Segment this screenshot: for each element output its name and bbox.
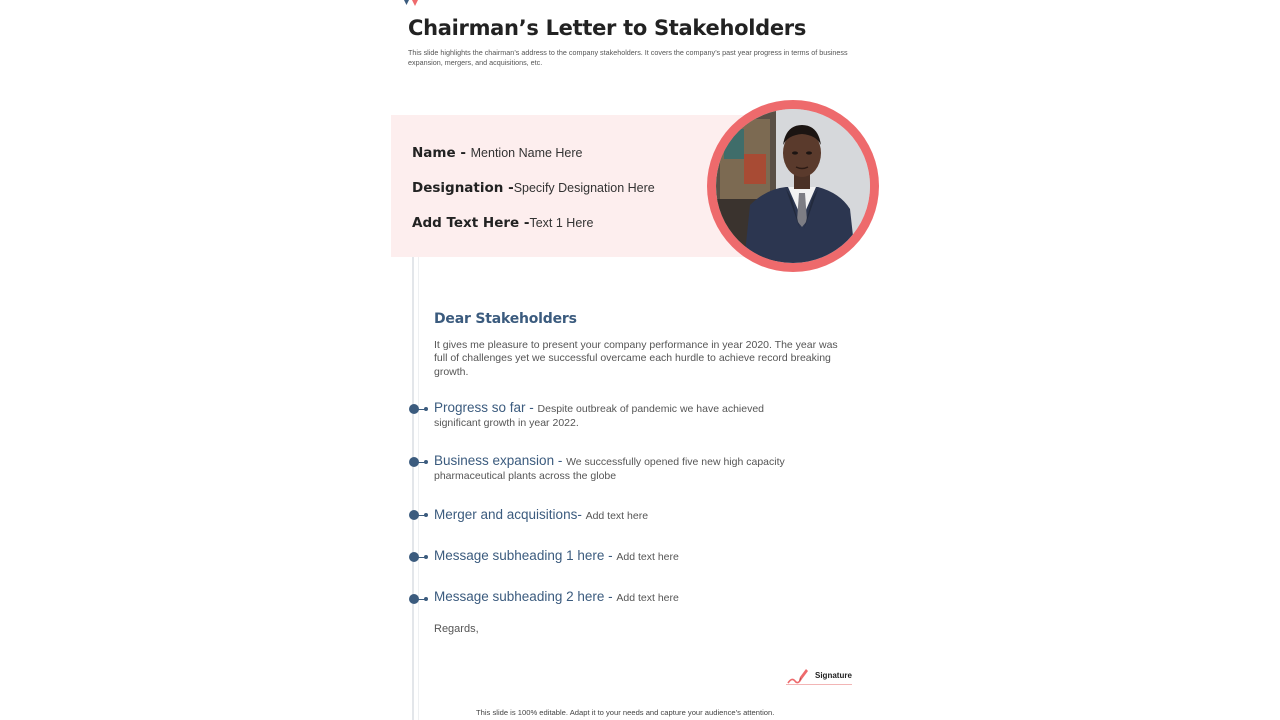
page-title: Chairman’s Letter to Stakeholders [408, 16, 807, 40]
designation-label: Designation - [412, 180, 514, 196]
item-heading: Business expansion - [434, 453, 567, 468]
timeline-line-secondary [418, 257, 419, 720]
item-text: Add text here [585, 510, 649, 522]
letter-item-merger [434, 508, 854, 523]
text-value: Text 1 Here [529, 216, 594, 230]
letter-item-expansion [434, 454, 794, 483]
designation-value: Specify Designation Here [513, 181, 655, 195]
name-label: Name - [412, 145, 471, 161]
letter-item-subheading-1 [434, 549, 854, 564]
timeline-connector-tip [424, 407, 428, 411]
letter-item-progress [434, 401, 794, 430]
salutation: Dear Stakeholders [434, 311, 577, 327]
chairman-photo [716, 109, 870, 263]
timeline-connector-tip [424, 555, 428, 559]
chairman-portrait-image [716, 109, 870, 263]
timeline-connector-tip [424, 597, 428, 601]
name-value: Mention Name Here [470, 146, 583, 160]
letter-item-subheading-2 [434, 590, 854, 605]
signature-label: Signature [815, 671, 852, 680]
timeline-line [412, 257, 414, 720]
closing-regards: Regards, [434, 623, 479, 635]
page-subtitle: This slide highlights the chairman’s address to the company stakeholders. It covers the company’s past year progress in terms of business expansion, mergers, and acquisitions, etc. [408, 48, 848, 67]
footer-note: This slide is 100% editable. Adapt it to your needs and capture your audience’s attention. [476, 708, 775, 717]
profile-text-row [412, 214, 593, 231]
brand-logo-icon [403, 0, 425, 8]
text-label: Add Text Here - [412, 215, 530, 231]
item-text: Despite outbreak of pandemic we have achieved significant growth in year 2022. [434, 403, 765, 429]
intro-paragraph: It gives me pleasure to present your company performance in year 2020. The year was full of challenges yet we successful overcame each hurdle to achieve record breaking growth. [434, 339, 838, 378]
timeline-connector-tip [424, 460, 428, 464]
profile-designation-row [412, 179, 655, 196]
item-text: We successfully opened five new high capacity pharmaceutical plants across the globe [434, 456, 785, 482]
item-heading: Message subheading 2 here - [434, 589, 617, 604]
signature-line [786, 684, 852, 685]
item-text: Add text here [616, 592, 679, 604]
item-heading: Message subheading 1 here - [434, 548, 617, 563]
item-heading: Progress so far - [434, 400, 538, 415]
timeline-connector-tip [424, 513, 428, 517]
item-heading: Merger and acquisitions- [434, 507, 586, 522]
item-text: Add text here [616, 551, 679, 563]
profile-name-row [412, 144, 583, 161]
